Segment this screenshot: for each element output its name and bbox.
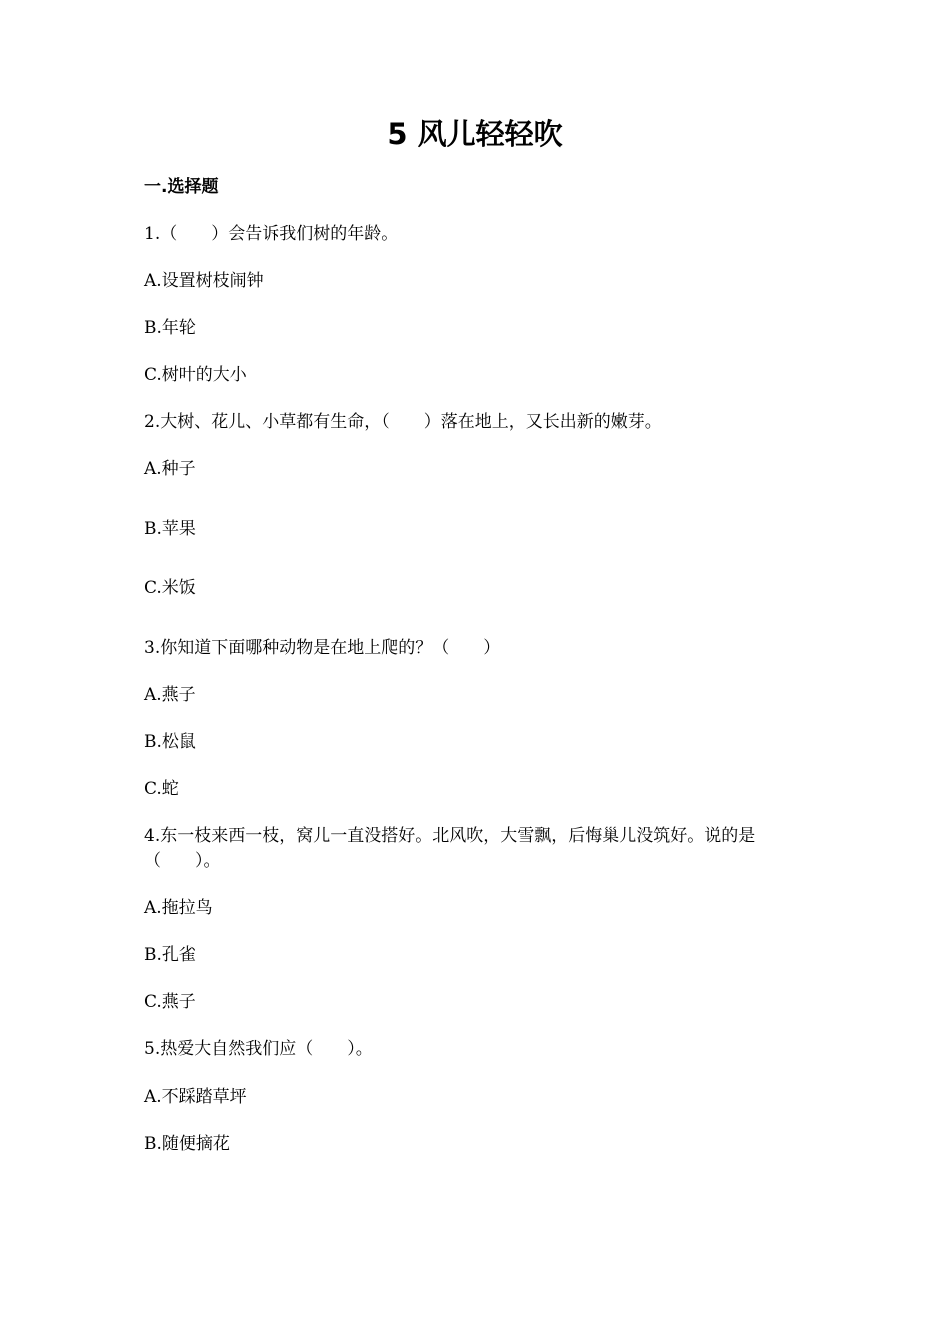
question-4-stem: 4.东一枝来西一枝，窝儿一直没搭好。北风吹，大雪飘，后悔巢儿没筑好。说的是（ ）。 — [144, 826, 756, 871]
question-2-stem: 2.大树、花儿、小草都有生命，（ ）落在地上，又长出新的嫩芽。 — [144, 412, 662, 432]
question-1-option-c: C.树叶的大小 — [144, 365, 247, 385]
question-2-option-a: A.种子 — [144, 459, 196, 479]
question-3-option-b: B.松鼠 — [144, 732, 196, 752]
question-4-option-c: C.燕子 — [144, 992, 196, 1012]
question-4-option-b: B.孔雀 — [144, 945, 196, 965]
page-title: 5 风儿轻轻吹 — [387, 117, 563, 151]
question-1-stem: 1.（ ）会告诉我们树的年龄。 — [144, 224, 399, 244]
question-1-option-b: B.年轮 — [144, 318, 196, 338]
section-heading: 一.选择题 — [144, 177, 219, 197]
question-2-option-b: B.苹果 — [144, 519, 196, 539]
question-1-option-a: A.设置树枝闹钟 — [144, 271, 264, 291]
question-5-stem: 5.热爱大自然我们应（ ）。 — [144, 1039, 373, 1059]
question-4-option-a: A.拖拉鸟 — [144, 898, 213, 918]
question-5-option-a: A.不踩踏草坪 — [144, 1087, 247, 1107]
question-3-stem: 3.你知道下面哪种动物是在地上爬的？（ ） — [144, 638, 501, 658]
question-5-option-b: B.随便摘花 — [144, 1134, 230, 1154]
question-2-option-c: C.米饭 — [144, 578, 196, 598]
question-3-option-c: C.蛇 — [144, 779, 179, 799]
question-3-option-a: A.燕子 — [144, 685, 196, 705]
